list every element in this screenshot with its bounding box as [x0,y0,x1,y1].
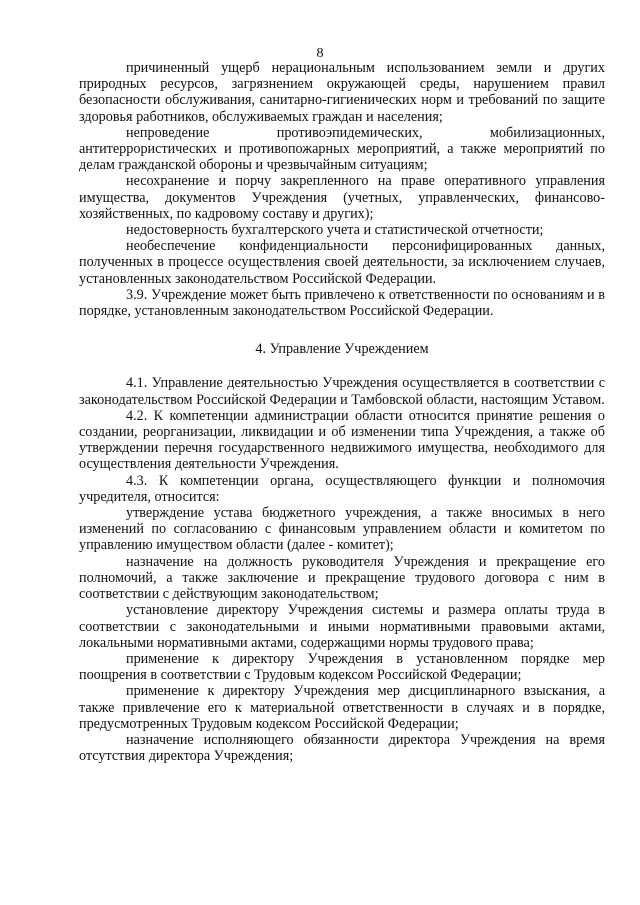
paragraph-confidentiality: необеспечение конфиденциальности персонифицированных данных, полученных в процессе осуществления своей деятельности, за исключением случаев, установленных законодательством Российской Федерации. [79,238,605,287]
list-item-salary: установление директору Учреждения системы и размера оплаты труда в соответствии с законодательными и иными нормативными правовыми актами, локальными нормативными актами, содержащими нормы трудового права; [79,602,605,651]
list-item-acting-director: назначение исполняющего обязанности директора Учреждения на время отсутствия директора Учреждения; [79,731,605,765]
paragraph-3-9: 3.9. Учреждение может быть привлечено к ответственности по основаниям и в порядке, установленным законодательством Российской Федерации. [79,286,605,320]
list-item-discipline: применение к директору Учреждения мер дисциплинарного взыскания, а также привлечение его к материальной ответственности в случаях и в порядке, предусмотренных Трудовым кодексом Российской Федерации; [79,683,605,732]
paragraph-measures: непроведение противоэпидемических, мобилизационных, антитеррористических и противопожарных мероприятий, а также мероприятий по делам гражданской обороны и чрезвычайным ситуациям; [79,124,605,174]
paragraph-4-1: 4.1. Управление деятельностью Учреждения осуществляется в соответствии с законодательством Российской Федерации и Тамбовской области, настоящим Уставом. [79,375,605,408]
list-item-charter: утверждение устава бюджетного учреждения, а также вносимых в него изменений по согласованию с финансовым управлением области и комитетом по управлению имуществом области (далее - комитет); [79,505,605,554]
list-item-incentives: применение к директору Учреждения в установленном порядке мер поощрения в соответствии с Трудовым кодексом Российской Федерации; [79,650,605,684]
paragraph-4-3: 4.3. К компетенции органа, осуществляющего функции и полномочия учредителя, относится: [79,472,605,505]
paragraph-4-2: 4.2. К компетенции администрации области относится принятие решения о создании, реорганизации, ликвидации и об изменении типа Учреждения, а также об утверждении перечня государственного недвижимого имущества, необходимого для осуществления деятельности Учреждения. [79,407,605,473]
page-number: 8 [316,46,324,61]
paragraph-property: несохранение и порчу закрепленного на праве оперативного управления имущества, документов Учреждения (учетных, управленческих, финансово-хозяйственных, по кадровому составу и других); [79,173,605,222]
paragraph-damage: причиненный ущерб нерациональным использованием земли и других природных ресурсов, загрязнением окружающей среды, нарушением правил безопасности обслуживания, санитарно-гигиенических норм и требований по защите здоровья работников, обслуживаемых граждан и населения; [79,60,605,125]
section-heading: 4. Управление Учреждением [255,341,429,358]
paragraph-accounting: недостоверность бухгалтерского учета и статистической отчетности; [126,222,544,239]
list-item-appointment: назначение на должность руководителя Учреждения и прекращение его полномочий, а также заключение и прекращение трудового договора с ним в соответствии с действующим законодательством; [79,553,605,603]
document-body [79,60,605,764]
